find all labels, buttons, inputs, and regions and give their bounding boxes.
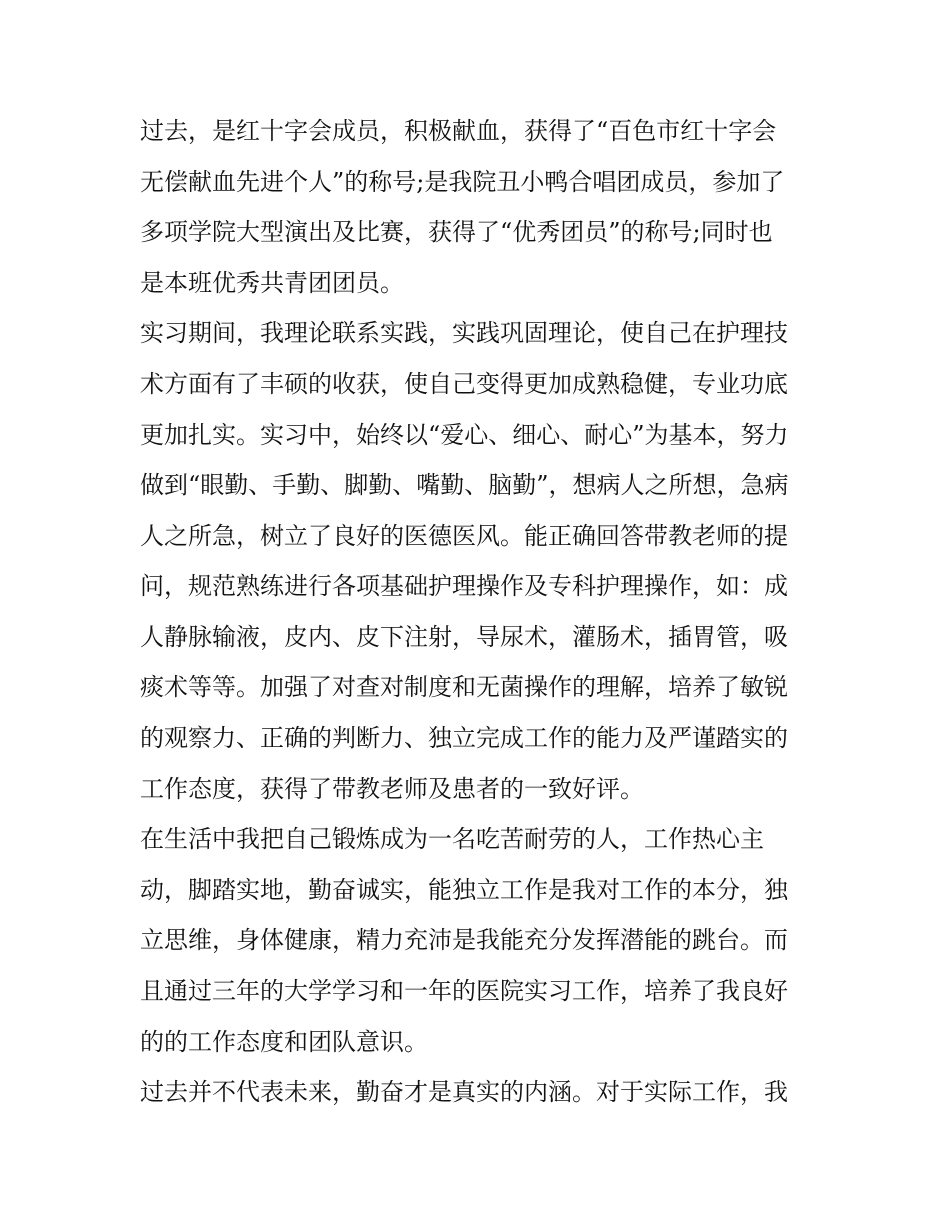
text-line-11: 人静脉输液，皮内、皮下注射，导尿术，灌肠术，插胃管，吸 <box>140 623 788 651</box>
text-line-10: 问，规范熟练进行各项基础护理操作及专科护理操作，如：成 <box>140 572 788 600</box>
text-line-12: 痰术等等。加强了对查对制度和无菌操作的理解，培养了敏锐 <box>140 673 788 701</box>
text-line-20: 过去并不代表未来，勤奋才是真实的内涵。对于实际工作，我 <box>140 1078 788 1106</box>
text-line-1: 过去，是红十字会成员，积极献血，获得了“百色市红十字会 <box>140 117 777 145</box>
text-line-9: 人之所急，树立了良好的医德医风。能正确回答带教老师的提 <box>140 522 788 550</box>
text-line-16: 动，脚踏实地，勤奋诚实，能独立工作是我对工作的本分，独 <box>140 876 788 904</box>
text-line-2: 无偿献血先进个人”的称号;是我院丑小鸭合唱团成员，参加了 <box>140 168 785 196</box>
text-line-5: 实习期间，我理论联系实践，实践巩固理论，使自己在护理技 <box>140 319 788 347</box>
text-line-17: 立思维，身体健康，精力充沛是我能充分发挥潜能的跳台。而 <box>140 926 788 954</box>
text-line-19: 的的工作态度和团队意识。 <box>140 1028 428 1056</box>
text-line-8: 做到“眼勤、手勤、脚勤、嘴勤、脑勤”，想病人之所想，急病 <box>140 471 789 499</box>
text-line-13: 的观察力、正确的判断力、独立完成工作的能力及严谨踏实的 <box>140 724 788 752</box>
text-line-6: 术方面有了丰硕的收获，使自己变得更加成熟稳健，专业功底 <box>140 370 788 398</box>
text-line-3: 多项学院大型演出及比赛，获得了“优秀团员”的称号;同时也 <box>140 218 773 246</box>
text-line-7: 更加扎实。实习中，始终以“爱心、细心、耐心”为基本，努力 <box>140 421 789 449</box>
text-line-14: 工作态度，获得了带教老师及患者的一致好评。 <box>140 775 644 803</box>
text-line-15: 在生活中我把自己锻炼成为一名吃苦耐劳的人，工作热心主 <box>140 825 764 853</box>
text-line-18: 且通过三年的大学学习和一年的医院实习工作，培养了我良好 <box>140 977 788 1005</box>
text-line-4: 是本班优秀共青团团员。 <box>140 269 404 297</box>
